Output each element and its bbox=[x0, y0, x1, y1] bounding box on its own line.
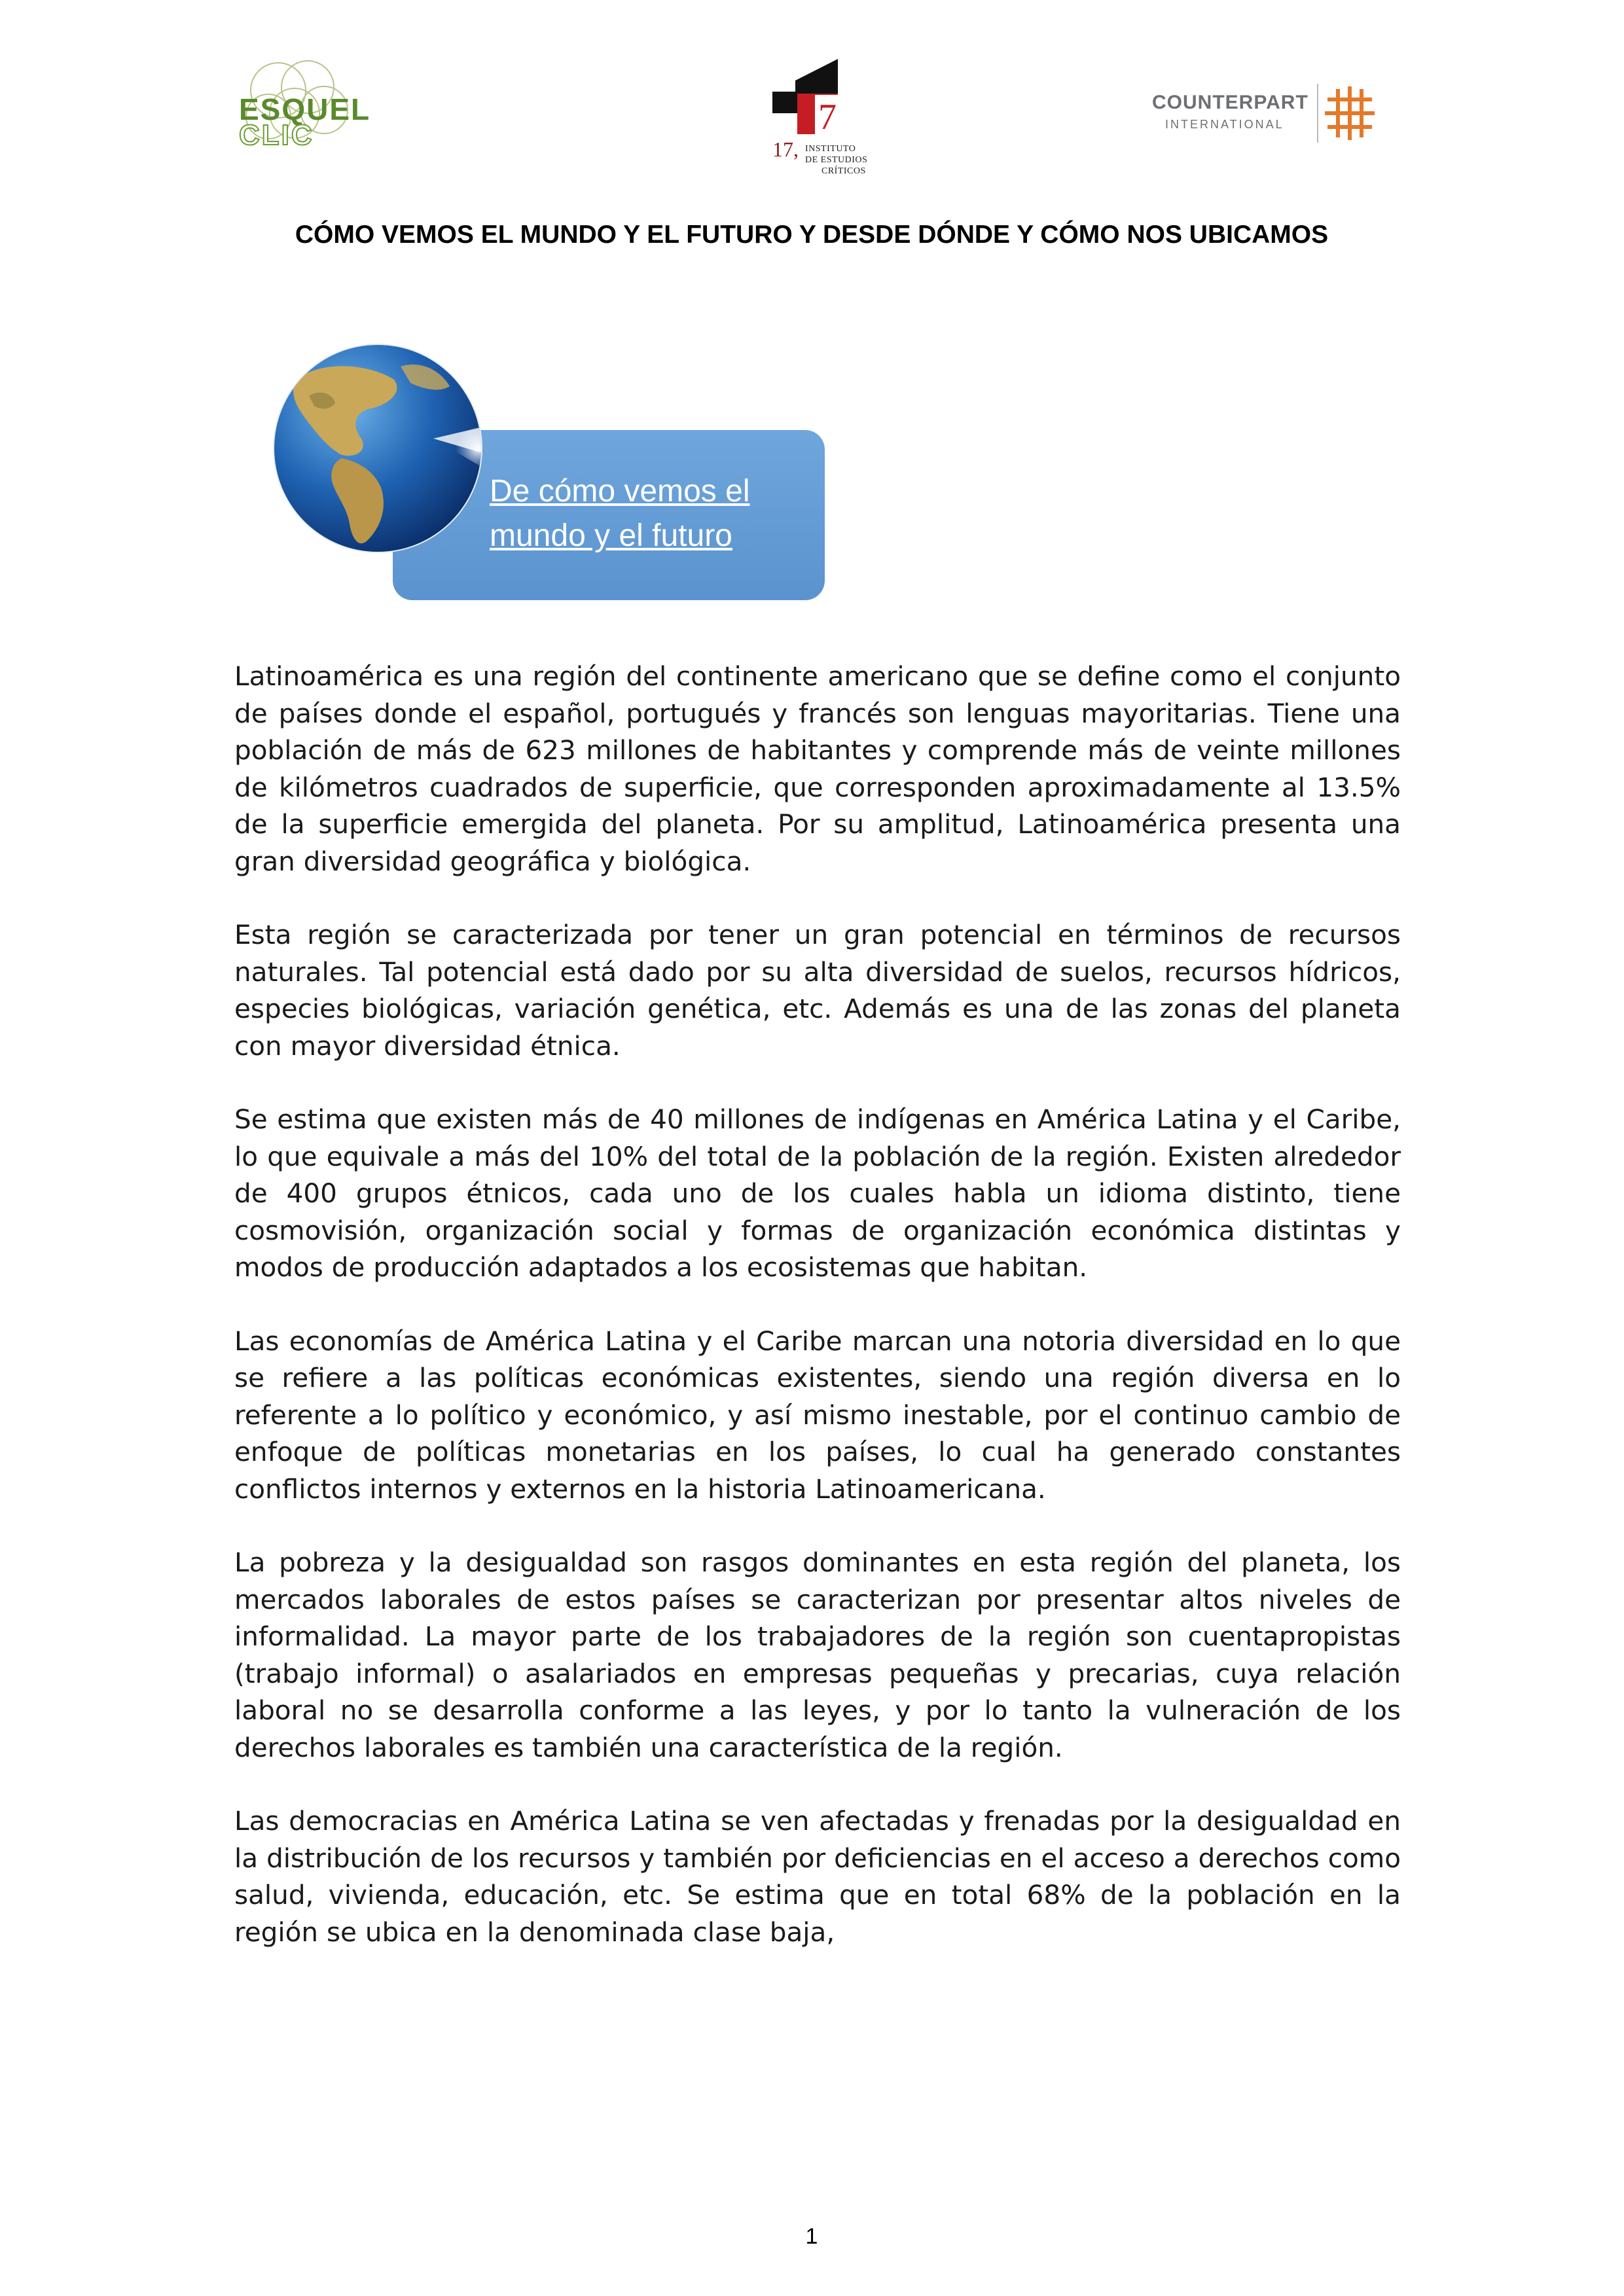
svg-text:7: 7 bbox=[818, 97, 837, 137]
instituto-17-logo bbox=[759, 56, 890, 187]
instituto-line-1: INSTITUTO bbox=[805, 144, 856, 154]
instituto-line-2: DE ESTUDIOS bbox=[805, 155, 868, 165]
counterpart-subtitle: INTERNATIONAL bbox=[1165, 118, 1284, 131]
clic-wordmark: CLIC bbox=[239, 119, 314, 151]
paragraph-4: Las economías de América Latina y el Caribe marcan una notoria diversidad en lo que se refiere a las políticas económicas existentes, siendo una región diversa en lo referente a lo político y económico, y así mismo inestable, por el continuo cambio de enfoque de políticas monetarias en los países, lo cual ha generado constantes conflictos internos y externos en la historia Latinoamericana. bbox=[234, 1325, 1401, 1505]
instituto-number: 17, bbox=[772, 137, 799, 161]
paragraph-1: Latinoamérica es una región del continente americano que se define como el conjunto de países donde el español, portugués y francés son lenguas mayoritarias. Tiene una población de más de 623 millones de habitantes y comprende más de veinte millones de kilómetros cuadrados de superficie, que corresponden aproximadamente al 13.5% de la superficie emergida del planeta. Por su amplitud, Latinoamérica presenta una gran diversidad geográfica y biológica. bbox=[234, 660, 1401, 877]
counterpart-weave-icon bbox=[1324, 85, 1376, 141]
esquel-clic-logo bbox=[232, 51, 416, 162]
counterpart-name: COUNTERPART bbox=[1152, 92, 1308, 113]
document-title: CÓMO VEMOS EL MUNDO Y EL FUTURO Y DESDE DÓNDE Y CÓMO NOS UBICAMOS bbox=[295, 221, 1329, 249]
paragraph-5: La pobreza y la desigualdad son rasgos dominantes en esta región del planeta, los mercados laborales de estos países se caracterizan por presentar altos niveles de informalidad. La mayor parte de los trabajadores de la región son cuentapropistas (trabajo informal) o asalariados en empresas pequeñas y precarias, cuya relación laboral no se desarrolla conforme a las leyes, y por lo tanto la vulneración de los derechos laborales es también una característica de la región. bbox=[234, 1547, 1401, 1763]
body-text bbox=[234, 658, 1401, 1987]
counterpart-logo bbox=[1152, 77, 1381, 149]
globe-icon bbox=[270, 340, 486, 556]
instituto-mark-graphic bbox=[759, 56, 890, 141]
paragraph-2: Esta región se caracterizada por tener un gran potencial en términos de recursos naturales. Tal potencial está dado por su alta diversidad de suelos, recursos hídricos, especies biológicas, variación genética, etc. Además es una de las zonas del planeta con mayor diversidad étnica. bbox=[234, 919, 1401, 1062]
paragraph-6: Las democracias en América Latina se ven afectadas y frenadas por la desigualdad en la distribución de los recursos y también por deficiencias en el acceso a derechos como salud, vivienda, educación, etc. Se estima que en total 68% de la población en la región se ubica en la denominada clase baja, bbox=[234, 1805, 1401, 1948]
paragraph-3: Se estima que existen más de 40 millones de indígenas en América Latina y el Caribe, lo que equivale a más del 10% del total de la población de la región. Existen alrededor de 400 grupos étnicos, cada uno de los cuales habla un idioma distinto, tiene cosmovisión, organización social y formas de organización económica distintas y modos de producción adaptados a los ecosistemas que habitan. bbox=[234, 1103, 1401, 1283]
esquel-wordmark: ESQUEL bbox=[239, 92, 371, 126]
counterpart-divider bbox=[1317, 84, 1318, 143]
page-number: 1 bbox=[805, 2224, 818, 2249]
section-heading: De cómo vemos el mundo y el futuro bbox=[490, 474, 750, 553]
instituto-line-3: CRÍTICOS bbox=[821, 166, 866, 176]
